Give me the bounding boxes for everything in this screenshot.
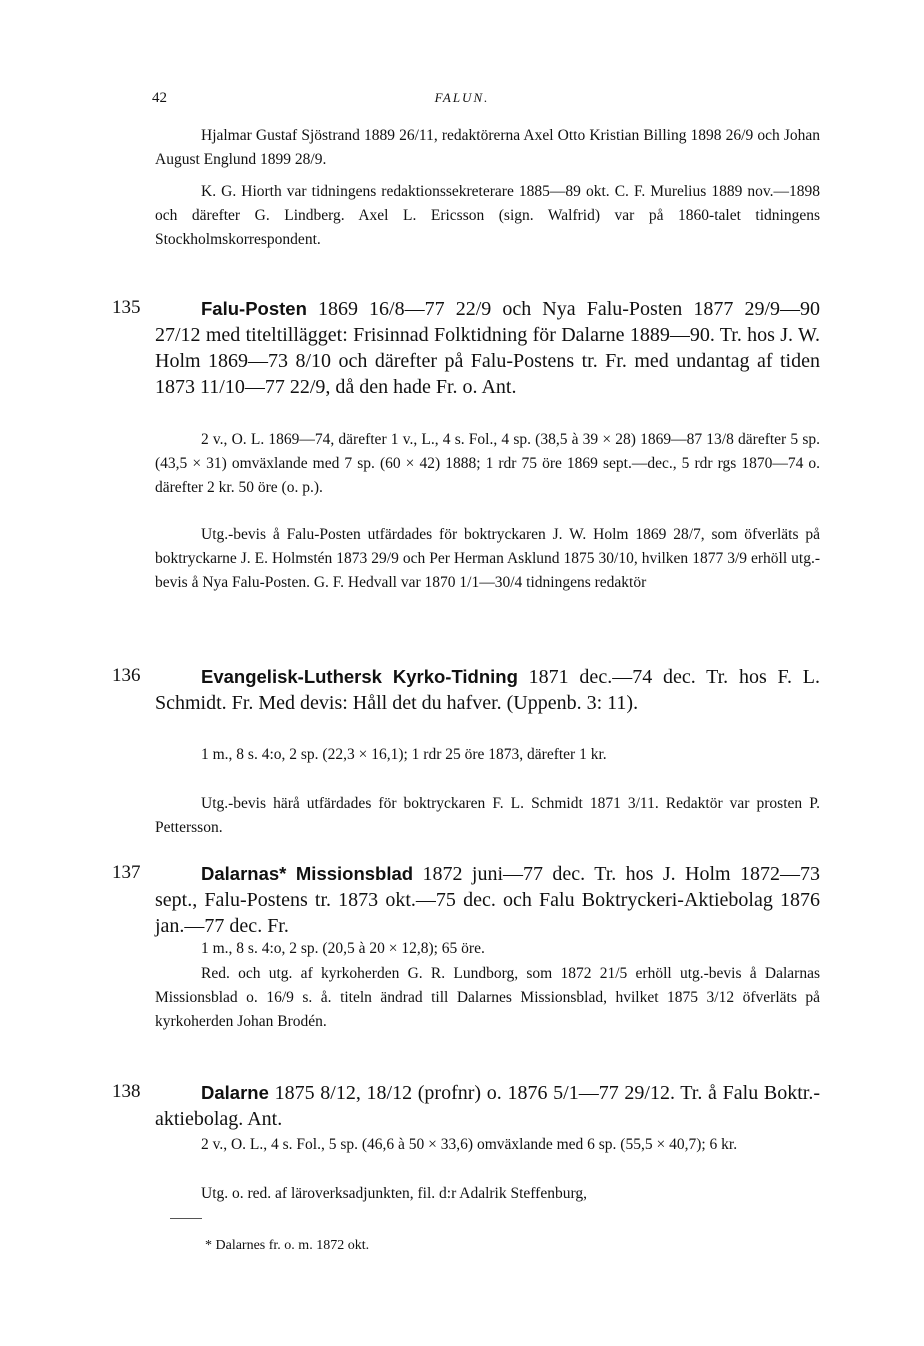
entry-text: 1875 8/12, 18/12 (profnr) o. 1876 5/1—77 29/12. Tr. å Falu Boktr.-aktiebolag. Ant. [155, 1082, 820, 1130]
entry-main [155, 664, 820, 716]
entry-note: Utg.-bevis härå utfärdades för boktryckaren F. L. Schmidt 1871 3/11. Redaktör var prosten P. Pettersson. [155, 795, 820, 836]
entry-text: 1871 dec.—74 dec. Tr. hos F. L. Schmidt. Fr. Med devis: Håll det du hafver. (Uppenb. 3: 11). [155, 666, 820, 714]
entry-title: Falu-Posten [201, 298, 307, 319]
running-head: FALUN. [434, 90, 490, 105]
entry-text: 1872 juni—77 dec. Tr. hos J. Holm 1872—73 sept., Falu-Postens tr. 1873 okt.—75 dec. och Falu Boktryckeri-Aktiebolag 1876 jan.—77 dec. Fr. [155, 863, 821, 937]
intro-paragraph-2: K. G. Hiorth var tidningens redaktionssekreterare 1885—89 okt. C. F. Murelius 1889 nov.—1898 och därefter G. Lindberg. Axel L. Ericsson (sign. Walfrid) var på 1860-talet tidningens Stockholmskorrespondent. [155, 183, 820, 248]
entry-number: 136 [112, 665, 141, 686]
entry-title: Dalarne [201, 1082, 269, 1103]
entry-note: 2 v., O. L., 4 s. Fol., 5 sp. (46,6 à 50 × 33,6) omväxlande med 6 sp. (55,5 × 40,7); 6 kr. [201, 1136, 738, 1153]
entry-note: Utg. o. red. af läroverksadjunkten, fil. d:r Adalrik Steffenburg, [201, 1185, 587, 1202]
entry-note: 2 v., O. L. 1869—74, därefter 1 v., L., 4 s. Fol., 4 sp. (38,5 à 39 × 28) 1869—87 13/8 därefter 5 sp. (43,5 × 31) omväxlande med 7 sp. (60 × 42) 1888; 1 rdr 75 öre 1869 sept.—dec., 5 rdr rgs 1870—74 o. därefter 2 kr. 50 öre (o. p.). [155, 431, 820, 496]
entry-main [155, 861, 820, 939]
entry-title: Evangelisk-Luthersk Kyrko-Tidning [201, 666, 518, 687]
footnote: * Dalarnes fr. o. m. 1872 okt. [205, 1238, 370, 1253]
entry-number: 138 [112, 1081, 141, 1102]
entry-number: 137 [112, 862, 141, 883]
page-number: 42 [152, 90, 167, 106]
entry-title: Dalarnas* Missionsblad [201, 863, 414, 884]
entry-text: 1869 16/8—77 22/9 och Nya Falu-Posten 1877 29/9—90 27/12 med titeltillägget: Frisinnad Folktidning för Dalarne 1889—90. Tr. hos J. W. Holm 1869—73 8/10 och därefter på Falu-Postens tr. Fr. med undantag af tiden 1873 11/10—77 22/9, då den hade Fr. o. Ant. [155, 298, 820, 398]
footnote-rule [170, 1218, 202, 1219]
intro-paragraph-1: Hjalmar Gustaf Sjöstrand 1889 26/11, redaktörerna Axel Otto Kristian Billing 1898 26/9 och Johan August Englund 1899 28/9. [155, 127, 820, 168]
entry-note: 1 m., 8 s. 4:o, 2 sp. (20,5 à 20 × 12,8); 65 öre. [201, 940, 485, 957]
entry-main [155, 296, 820, 400]
entry-main [155, 1080, 820, 1132]
entry-note: Utg.-bevis å Falu-Posten utfärdades för boktryckaren J. W. Holm 1869 28/7, som öfverläts på boktryckarne J. E. Holmstén 1873 29/9 och Per Herman Asklund 1875 30/10, hvilken 1877 3/9 erhöll utg.-bevis å Nya Falu-Posten. G. F. Hedvall var 1870 1/1—30/4 tidningens redaktör [155, 526, 820, 591]
entry-note: Red. och utg. af kyrkoherden G. R. Lundborg, som 1872 21/5 erhöll utg.-bevis å Dalarnas Missionsblad o. 16/9 s. å. titeln ändrad till Dalarnes Missionsblad, hvilket 1875 3/12 öfverläts på kyrkoherden Johan Brodén. [155, 965, 820, 1030]
entry-note: 1 m., 8 s. 4:o, 2 sp. (22,3 × 16,1); 1 rdr 25 öre 1873, därefter 1 kr. [201, 746, 607, 763]
entry-number: 135 [112, 297, 141, 318]
